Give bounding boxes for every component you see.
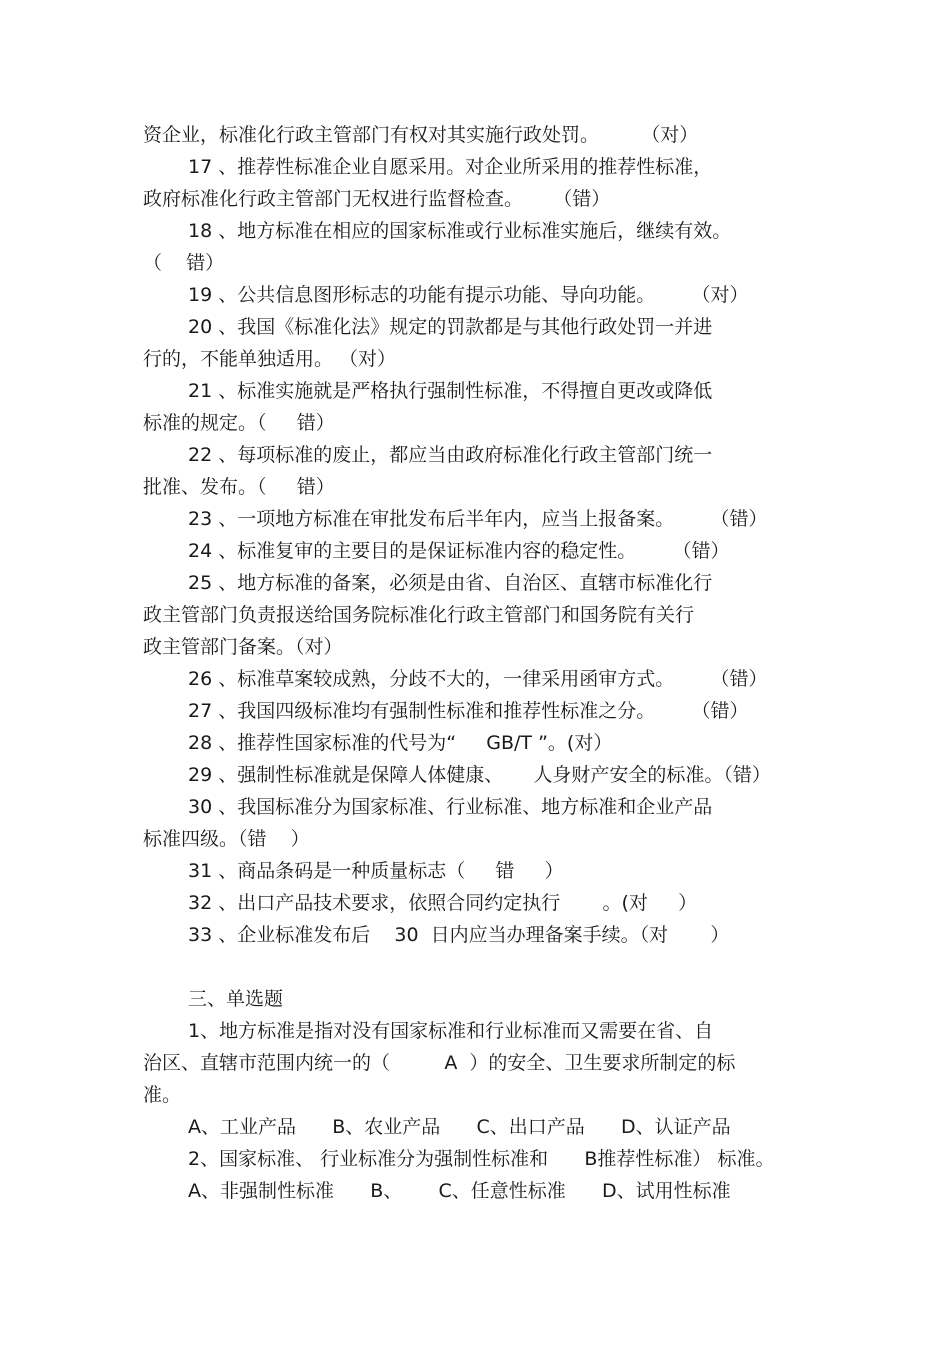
text-line: 准。 [143, 1084, 182, 1106]
text-line: 19 、公共信息图形标志的功能有提示功能、导向功能。 （对） [188, 284, 749, 306]
text-line: 行的，不能单独适用。 （对） [143, 348, 397, 370]
text-line: 23 、一项地方标准在审批发布后半年内，应当上报备案。 （错） [188, 508, 768, 530]
text-line: 29 、强制性标准就是保障人体健康、 人身财产安全的标准。（错） [188, 764, 771, 786]
text-line: 21 、标准实施就是严格执行强制性标准，不得擅自更改或降低 [188, 380, 713, 402]
text-line: 32 、出口产品技术要求，依照合同约定执行 。(对 ） [188, 892, 698, 914]
text-line: 政主管部门备案。（对） [143, 636, 343, 658]
text-line: 31 、商品条码是一种质量标志（ 错 ） [188, 860, 564, 882]
text-line: 2、国家标准、 行业标准分为强制性标准和 B推荐性标准） 标准。 [188, 1148, 775, 1170]
text-line: 资企业，标准化行政主管部门有权对其实施行政处罚。 （对） [143, 124, 699, 146]
text-line: 27 、我国四级标准均有强制性标准和推荐性标准之分。 （错） [188, 700, 749, 722]
text-line: 28 、推荐性国家标准的代号为“ GB/T ”。(对） [188, 732, 613, 754]
text-line: 17 、推荐性标准企业自愿采用。对企业所采用的推荐性标准， [188, 156, 713, 178]
text-line: 批准、发布。（ 错） [143, 476, 335, 498]
text-line: 18 、地方标准在相应的国家标准或行业标准实施后，继续有效。 [188, 220, 732, 242]
text-line: 1、地方标准是指对没有国家标准和行业标准而又需要在省、自 [188, 1020, 714, 1042]
text-line: 25 、地方标准的备案，必须是由省、自治区、直辖市标准化行 [188, 572, 713, 594]
text-line: 33 、企业标准发布后 30 日内应当办理备案手续。（对 ） [188, 924, 730, 946]
text-line: A、工业产品 B、农业产品 C、出口产品 D、认证产品 [188, 1116, 731, 1138]
text-line: 政主管部门负责报送给国务院标准化行政主管部门和国务院有关行 [143, 604, 695, 626]
text-line: 24 、标准复审的主要目的是保证标准内容的稳定性。 （错） [188, 540, 730, 562]
text-line: 22 、每项标准的废止，都应当由政府标准化行政主管部门统一 [188, 444, 713, 466]
text-line: 标准的规定。（ 错） [143, 412, 335, 434]
text-line: 20 、我国《标准化法》规定的罚款都是与其他行政处罚一并进 [188, 316, 713, 338]
text-line: 30 、我国标准分为国家标准、行业标准、地方标准和企业产品 [188, 796, 713, 818]
text-line: 26 、标准草案较成熟，分歧不大的，一律采用函审方式。 （错） [188, 668, 768, 690]
section-heading: 三、单选题 [188, 988, 284, 1010]
text-line: A、非强制性标准 B、 C、任意性标准 D、试用性标准 [188, 1180, 731, 1202]
text-line: 标准四级。（错 ） [143, 828, 310, 850]
text-line: （ 错） [143, 252, 225, 274]
text-line: 治区、直辖市范围内统一的（ A ）的安全、卫生要求所制定的标 [143, 1052, 736, 1074]
text-line: 政府标准化行政主管部门无权进行监督检查。 （错） [143, 188, 611, 210]
